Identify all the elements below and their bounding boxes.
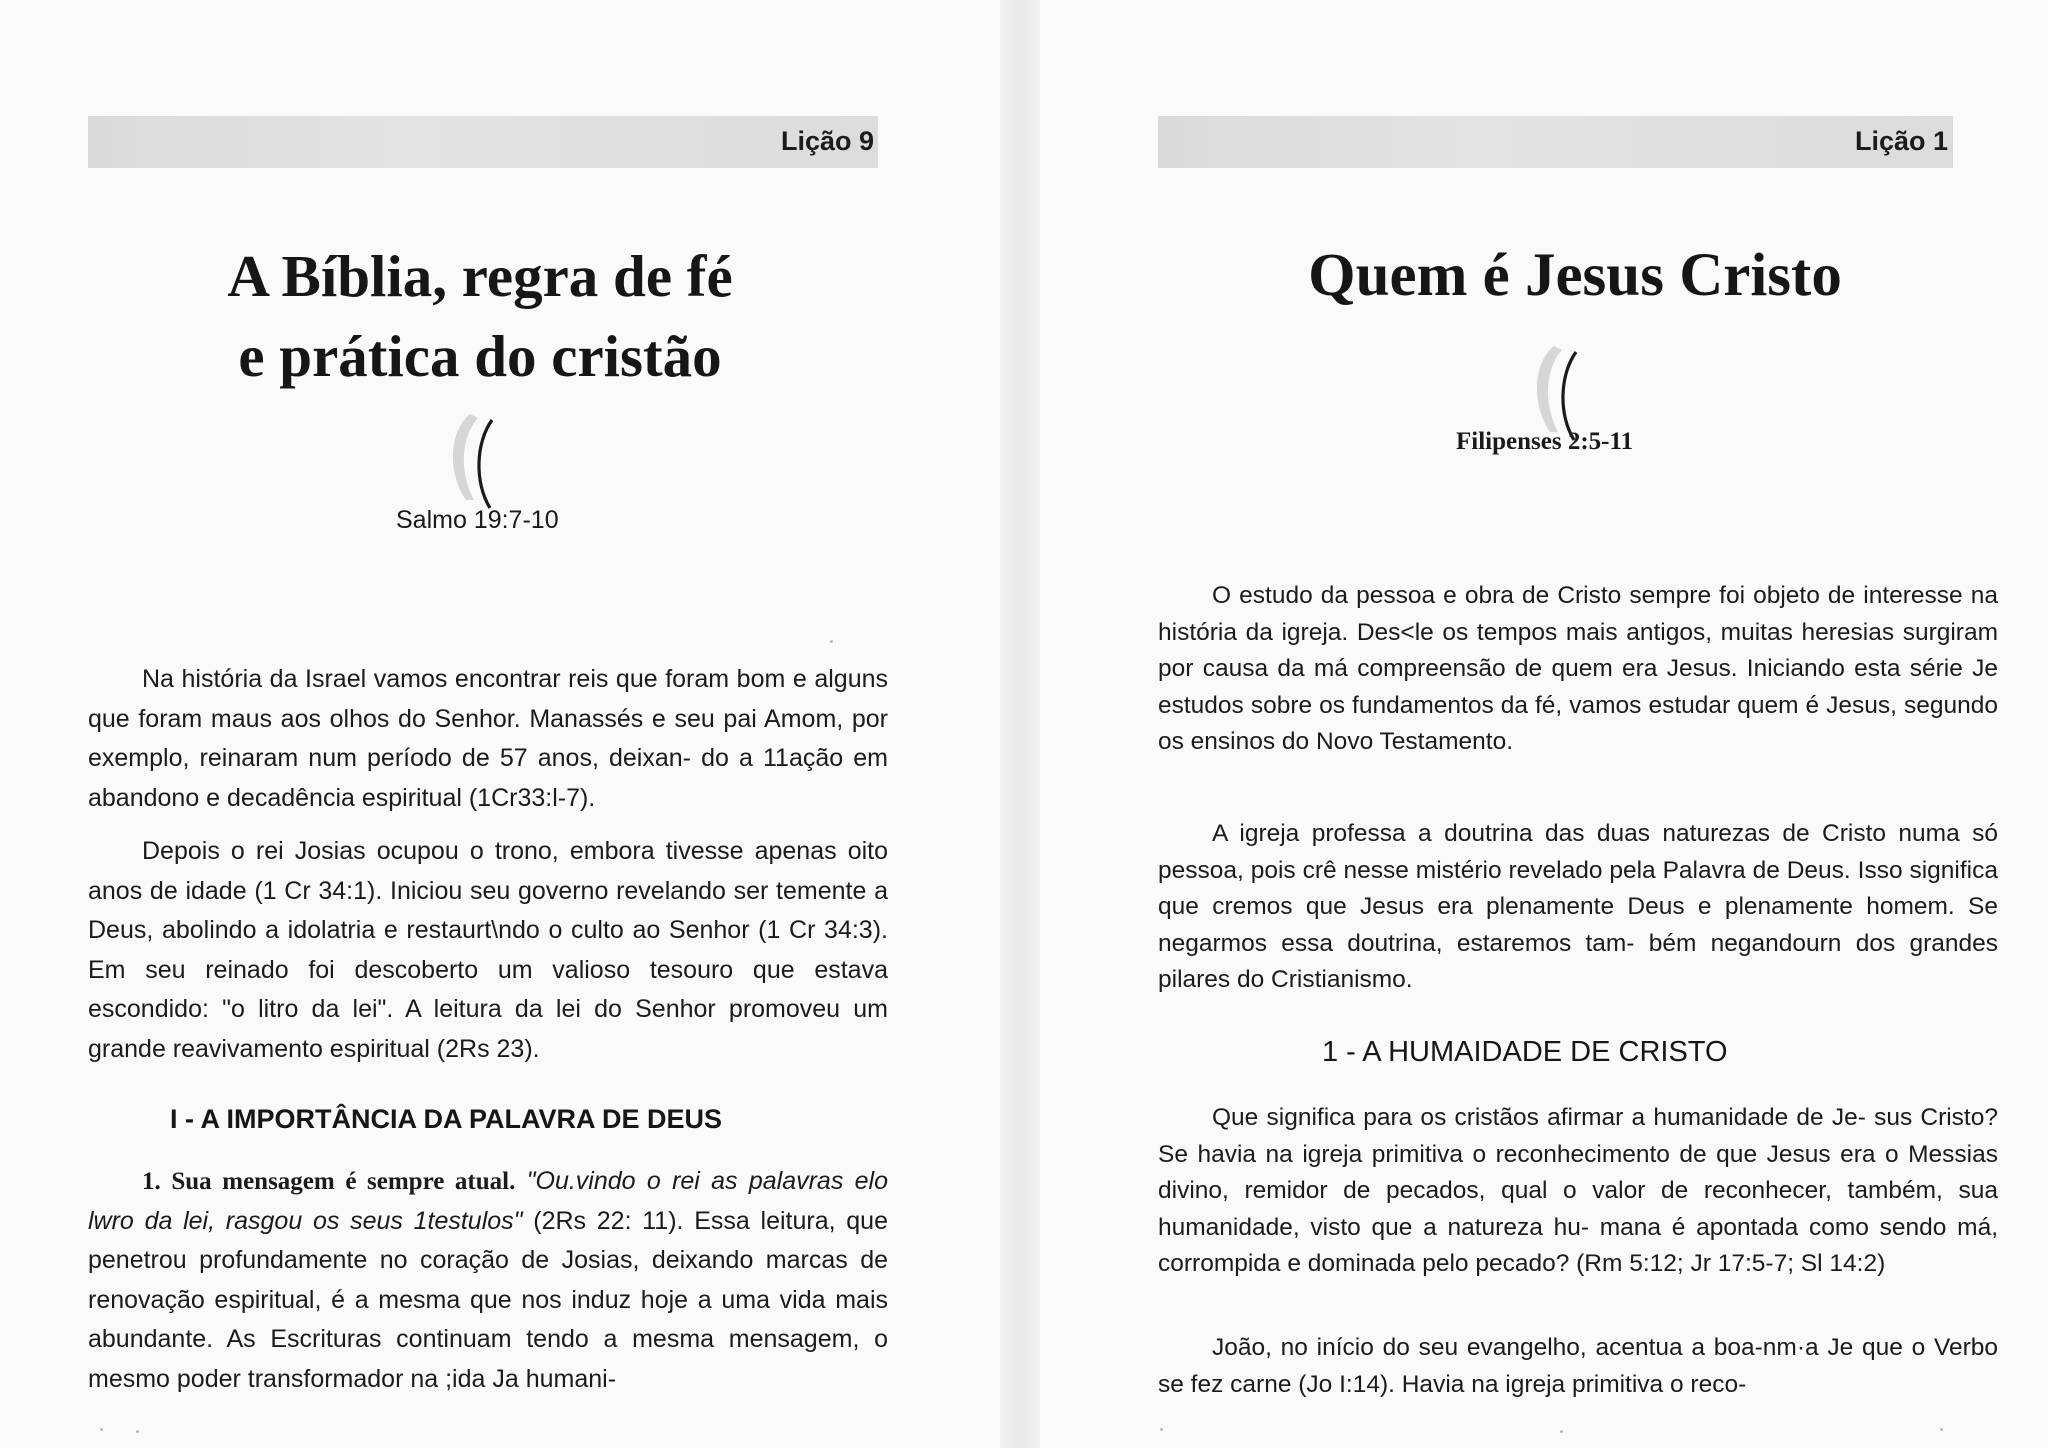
header-bar xyxy=(88,116,878,168)
page-title xyxy=(1140,236,2010,316)
numbered-item-1 xyxy=(88,1162,888,1399)
lesson-label: Lição 1 xyxy=(1854,126,1948,156)
item-quote: "Ou.vindo o rei as palavras elo lwro da lei, rasgou os seus 1testulos" xyxy=(88,1167,888,1235)
lesson-label: Lição 9 xyxy=(780,126,874,156)
paragraph-2: A igreja professa a doutrina das duas naturezas de Cristo numa só pessoa, pois crê nesse mistério revelado pela Palavra de Deus. Isso significa que cremos que Jesus era plenamente Deus e plenamente homem. Se negarmos essa doutrina, estaremos tam- bém negandourn dos grandes pilares do Cristianismo. xyxy=(1158,820,1998,993)
book-gutter xyxy=(1000,0,1040,1448)
paragraph-2: Depois o rei Josias ocupou o trono, embora tivesse apenas oito anos de idade (1 Cr 34:1). Iniciou seu governo revelando ser temente a Deus, abolindo a idolatria e restaurt\ndo o culto ao Senhor (1 Cr 34:3). Em seu reinado foi descoberto um valioso tesouro que estava escondido: "o litro da lei". A leitura da lei do Senhor promoveu um grande reavivamento espiritual (2Rs 23). xyxy=(88,837,888,1063)
section-heading: 1 - A HUMAIDADE DE CRISTO xyxy=(1322,1036,1728,1068)
title-line-1: Quem é Jesus Cristo xyxy=(1308,242,1842,309)
section-heading: I - A IMPORTÂNCIA DA PALAVRA DE DEUS xyxy=(170,1104,722,1134)
scan-speck xyxy=(136,1430,139,1433)
paragraph-1: O estudo da pessoa e obra de Cristo sempre foi objeto de interesse na história da igreja. Des<le os tempos mais antigos, muitas heresias surgiram por causa da má compreensão de quem era Jesus. Iniciando esta série Je estudos sobre os fundamentos da fé, vamos estudar quem é Jesus, segundo os ensinos do Novo Testamento. xyxy=(1158,582,1998,755)
header-bar xyxy=(1158,116,1953,168)
scan-speck xyxy=(1160,1428,1163,1431)
scan-speck xyxy=(1560,1430,1563,1433)
scan-speck xyxy=(830,640,833,643)
parenthesis-ornament-icon xyxy=(440,408,510,518)
paragraph-1: Na história da Israel vamos encontrar reis que foram bom e alguns que foram maus aos olhos do Senhor. Manassés e seu pai Amom, por exemplo, reinaram num período de 57 anos, deixan- do a 11ação em abandono e decadência espiritual (1Cr33:l-7). xyxy=(88,665,888,812)
page-title xyxy=(160,236,800,396)
scripture-reference: Filipenses 2:5-11 xyxy=(1456,428,1634,455)
scripture-reference: Salmo 19:7-10 xyxy=(396,506,559,534)
right-page xyxy=(1040,0,2048,1448)
item-text: (2Rs 22: 11). Essa leitura, que penetrou profundamente no coração de Josias, deixando marcas de renovação espiritual, é a mesma que nos induz hoje a uma vida mais abundante. As Escrituras continuam tendo a mesma mensagem, o mesmo poder transformador na ;ida Ja humani- xyxy=(88,1206,888,1393)
scan-speck xyxy=(100,1428,103,1431)
paragraph-3: Que significa para os cristãos afirmar a humanidade de Je- sus Cristo? Se havia na igreja primitiva o reconhecimento de que Jesus era o Messias divino, remidor de pecados, qual o valor de reconhecer, também, sua humanidade, visto que a natureza hu- mana é apontada como sendo má, corrompida e dominada pelo pecado? (Rm 5:12; Jr 17:5-7; Sl 14:2) xyxy=(1158,1104,1998,1277)
title-line-2: e prática do cristão xyxy=(238,323,722,389)
item-lead: 1. Sua mensagem é sempre atual. xyxy=(142,1168,516,1195)
title-line-1: A Bíblia, regra de fé xyxy=(227,243,733,309)
scan-speck xyxy=(1940,1428,1943,1431)
paragraph-4: João, no início do seu evangelho, acentua a boa-nm·a Je que o Verbo se fez carne (Jo I:14). Havia na igreja primitiva o reco- xyxy=(1158,1334,1998,1398)
left-page xyxy=(0,0,1000,1448)
